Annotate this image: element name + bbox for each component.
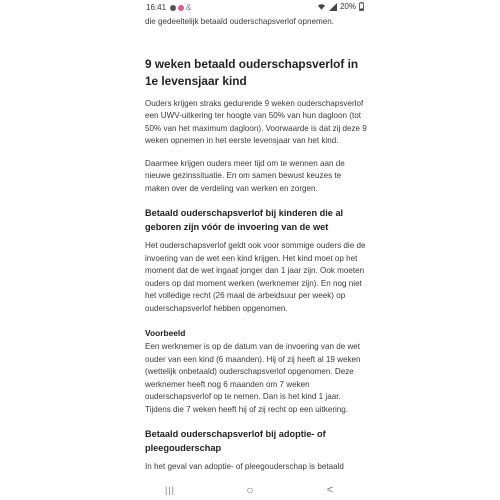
back-button[interactable]: [315, 483, 345, 497]
home-icon: ○: [246, 483, 254, 497]
link-icon: &: [186, 3, 192, 12]
paragraph-uitkering: Ouders krijgen straks gedurende 9 weken ouderschapsverlof een UWV-uitkering ter hoogte van 50% van hun dagloon (tot 50% van het maximum dagloon). Voorwaarde is dat zij deze 9 weken opnemen in het eerste levensjaar van het kind.: [145, 98, 367, 145]
wifi-icon: [317, 3, 326, 11]
paragraph-voorbeeld: Een werknemer is op de datum van de invoering van de wet ouder van een kind (6 maanden). Hij of zij heeft al 19 weken (wettelijk onbetaald) ouderschapsverlof opgenomen. Deze werknemer heeft nog 6 maanden om 7 weken ouderschapsverlof op te nemen. Dan is het kind 1 jaar. Tijdens die 7 weken heeft hij of zij recht op een uitkering.: [145, 342, 361, 414]
system-nav-bar: [130, 480, 370, 500]
paragraph-meer-tijd: Daarmee krijgen ouders meer tijd om te wennen aan de nieuwe gezinssituatie. En om samen bewust keuzes te maken over de verdeling van werken en zorgen.: [145, 158, 345, 193]
recents-icon: |||: [164, 485, 175, 495]
notification-icon: [170, 5, 176, 11]
status-time: 16:41: [146, 3, 167, 12]
phone-screen: [130, 0, 370, 500]
notification-icons: [170, 3, 191, 12]
battery-icon: [359, 2, 364, 11]
subheading-voorbeeld: Voorbeeld: [145, 328, 186, 338]
system-icons: [317, 2, 364, 11]
back-icon: <: [326, 484, 334, 496]
subheading-adoptie: Betaald ouderschapsverlof bij adoptie- of pleegouderschap: [145, 429, 326, 453]
app-notification-icon: [178, 5, 184, 11]
paragraph-geldt-ook: Het ouderschapsverlof geldt ook voor sommige ouders die de invoering van de wet een kind krijgen. Het kind moet op het moment dat de wet ingaat jonger dan 1 jaar zijn. Ook moeten ouders op dat moment werken (werknemer zijn). En nog niet het volledige recht (26 maal de arbeidsuur per week) op ouderschapsverlof hebben opgenomen.: [145, 241, 366, 313]
battery-percentage: 20%: [339, 2, 356, 11]
section-heading-9-weken: 9 weken betaald ouderschapsverlof in 1e levensjaar kind: [145, 56, 359, 88]
article-content: [145, 10, 367, 474]
signal-icon: [329, 3, 337, 11]
home-button[interactable]: [235, 483, 265, 497]
paragraph-adoptie: In het geval van adoptie- of pleegouderschap is betaald: [145, 462, 344, 471]
recents-button[interactable]: [155, 483, 185, 497]
status-bar: [130, 0, 370, 16]
subheading-kinderen-al-geboren: Betaald ouderschapsverlof bij kinderen die al geboren zijn vóór de invoering van de wet: [145, 208, 344, 232]
intro-tail-paragraph: die gedeeltelijk betaald ouderschapsverlof opnemen.: [145, 17, 334, 26]
